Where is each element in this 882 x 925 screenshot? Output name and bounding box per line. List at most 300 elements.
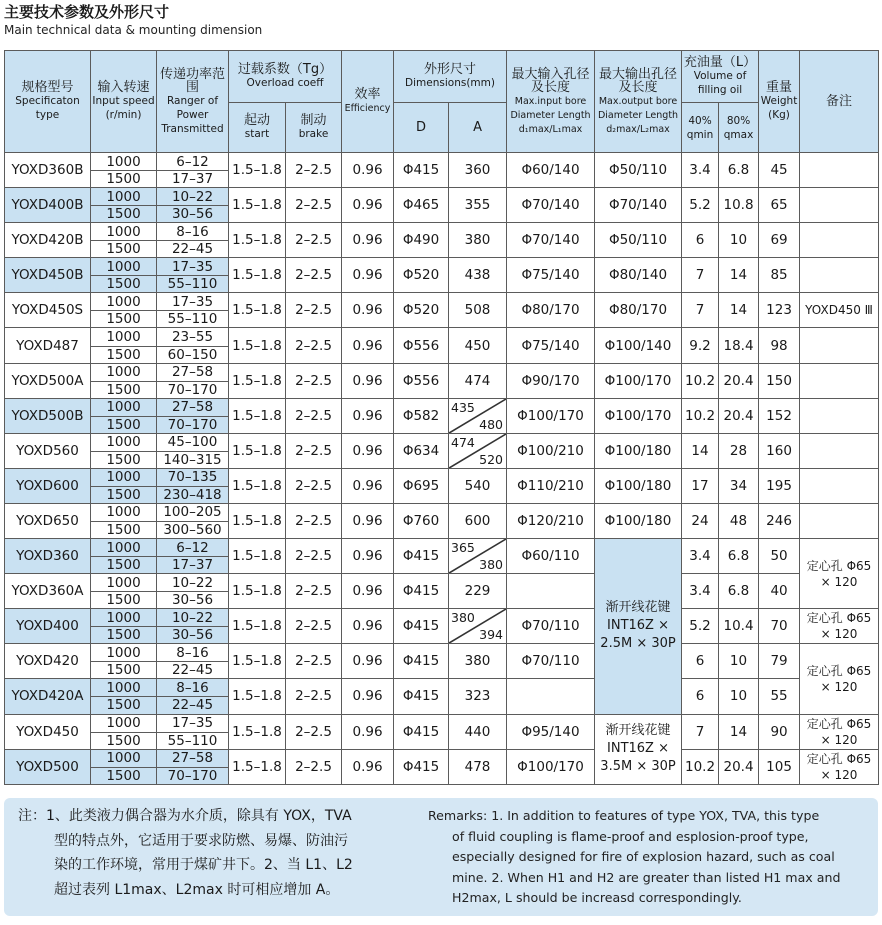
cell-dim-a: 540 bbox=[449, 468, 507, 503]
cell-dim-d: Φ415 bbox=[394, 749, 449, 784]
cell-note bbox=[800, 398, 879, 433]
cell-start: 1.5–1.8 bbox=[229, 363, 286, 398]
cell-oil-80: 6.8 bbox=[719, 574, 759, 609]
cell-oil-80: 6.8 bbox=[719, 153, 759, 188]
cell-speed-2: 1500 bbox=[91, 276, 157, 293]
cell-dim-d: Φ582 bbox=[394, 398, 449, 433]
cell-speed-2: 1500 bbox=[91, 451, 157, 468]
cell-oil-80: 10 bbox=[719, 679, 759, 714]
col-model: 规格型号 Specificaton type bbox=[5, 51, 91, 153]
dim-a-value-1: 474 bbox=[451, 434, 475, 450]
cell-efficiency: 0.96 bbox=[342, 293, 394, 328]
cell-power-1: 17–35 bbox=[157, 293, 229, 311]
cell-oil-40: 3.4 bbox=[682, 153, 719, 188]
cell-dim-a bbox=[449, 539, 507, 574]
cell-weight: 160 bbox=[759, 433, 800, 468]
cell-output-bore: Φ100/170 bbox=[595, 398, 682, 433]
col-overload: 过载系数（Tg） Overload coeff bbox=[229, 51, 342, 103]
cell-model: YOXD400B bbox=[5, 188, 91, 223]
cell-efficiency: 0.96 bbox=[342, 574, 394, 609]
dim-a-value-2: 394 bbox=[479, 627, 504, 643]
cell-model: YOXD560 bbox=[5, 433, 91, 468]
cell-speed-1: 1000 bbox=[91, 574, 157, 592]
cell-dim-d: Φ415 bbox=[394, 644, 449, 679]
cell-input-bore bbox=[507, 679, 595, 714]
cell-efficiency: 0.96 bbox=[342, 539, 394, 574]
cell-weight: 79 bbox=[759, 644, 800, 679]
cell-note bbox=[800, 328, 879, 363]
cell-weight: 85 bbox=[759, 258, 800, 293]
cell-dim-a: 450 bbox=[449, 328, 507, 363]
cell-model: YOXD420B bbox=[5, 223, 91, 258]
cell-power-1: 10–22 bbox=[157, 574, 229, 592]
cell-note: YOXD450 Ⅲ bbox=[800, 293, 879, 328]
cell-note bbox=[800, 258, 879, 293]
cell-dim-d: Φ415 bbox=[394, 609, 449, 644]
cell-oil-40: 10.2 bbox=[682, 749, 719, 784]
cell-start: 1.5–1.8 bbox=[229, 574, 286, 609]
cell-oil-80: 10.4 bbox=[719, 609, 759, 644]
cell-speed-2: 1500 bbox=[91, 416, 157, 433]
cell-start: 1.5–1.8 bbox=[229, 398, 286, 433]
cell-model: YOXD500B bbox=[5, 398, 91, 433]
col-power: 传递功率范围 Ranger of Power Transmitted bbox=[157, 51, 229, 153]
cell-brake: 2–2.5 bbox=[286, 293, 342, 328]
cell-oil-40: 10.2 bbox=[682, 398, 719, 433]
cell-weight: 150 bbox=[759, 363, 800, 398]
cell-speed-2: 1500 bbox=[91, 592, 157, 609]
col-note: 备注 bbox=[800, 51, 879, 153]
cell-oil-40: 5.2 bbox=[682, 188, 719, 223]
cell-dim-d: Φ490 bbox=[394, 223, 449, 258]
table-row bbox=[5, 293, 879, 311]
cell-start: 1.5–1.8 bbox=[229, 258, 286, 293]
col-speed: 输入转速 Input speed (r/min) bbox=[91, 51, 157, 153]
remarks-box bbox=[4, 798, 878, 916]
cell-oil-40: 14 bbox=[682, 433, 719, 468]
cell-speed-2: 1500 bbox=[91, 206, 157, 223]
cell-dim-a: 478 bbox=[449, 749, 507, 784]
cell-input-bore: Φ75/140 bbox=[507, 258, 595, 293]
cell-efficiency: 0.96 bbox=[342, 398, 394, 433]
remarks-en-line: of fluid coupling is flame-proof and esplosion-proof type, bbox=[452, 828, 809, 844]
cell-power-2: 55–110 bbox=[157, 732, 229, 749]
table-row bbox=[5, 188, 879, 206]
cell-weight: 40 bbox=[759, 574, 800, 609]
cell-model: YOXD450S bbox=[5, 293, 91, 328]
cell-dim-d: Φ415 bbox=[394, 539, 449, 574]
cell-oil-80: 20.4 bbox=[719, 398, 759, 433]
cell-oil-40: 6 bbox=[682, 223, 719, 258]
table-body bbox=[5, 153, 879, 785]
cell-dim-a bbox=[449, 433, 507, 468]
cell-brake: 2–2.5 bbox=[286, 644, 342, 679]
cell-speed-2: 1500 bbox=[91, 241, 157, 258]
cell-note bbox=[800, 363, 879, 398]
table-row bbox=[5, 153, 879, 171]
cell-model: YOXD500A bbox=[5, 363, 91, 398]
dim-a-value-1: 380 bbox=[451, 610, 475, 626]
cell-dim-d: Φ556 bbox=[394, 328, 449, 363]
cell-efficiency: 0.96 bbox=[342, 644, 394, 679]
cell-oil-80: 6.8 bbox=[719, 539, 759, 574]
cell-oil-80: 10.8 bbox=[719, 188, 759, 223]
cell-weight: 55 bbox=[759, 679, 800, 714]
cell-efficiency: 0.96 bbox=[342, 328, 394, 363]
cell-speed-1: 1000 bbox=[91, 223, 157, 241]
col-brake: 制动 brake bbox=[286, 103, 342, 153]
cell-power-1: 45–100 bbox=[157, 433, 229, 451]
table-row bbox=[5, 258, 879, 276]
dim-a-value-1: 365 bbox=[451, 540, 475, 556]
cell-spline-key: 渐开线花键 INT16Z × 2.5M × 30P bbox=[595, 539, 682, 714]
table-row bbox=[5, 223, 879, 241]
cell-note: 定心孔 Φ65 × 120 bbox=[800, 714, 879, 749]
cell-start: 1.5–1.8 bbox=[229, 609, 286, 644]
cell-power-2: 55–110 bbox=[157, 276, 229, 293]
cell-speed-2: 1500 bbox=[91, 171, 157, 188]
cell-note: 定心孔 Φ65 × 120 bbox=[800, 749, 879, 784]
cell-speed-1: 1000 bbox=[91, 398, 157, 416]
cell-dim-a bbox=[449, 609, 507, 644]
cell-brake: 2–2.5 bbox=[286, 714, 342, 749]
cell-start: 1.5–1.8 bbox=[229, 223, 286, 258]
cell-efficiency: 0.96 bbox=[342, 503, 394, 538]
cell-speed-2: 1500 bbox=[91, 521, 157, 538]
cell-power-2: 140–315 bbox=[157, 451, 229, 468]
table-row bbox=[5, 363, 879, 381]
col-oil-80: 80% qmax bbox=[719, 103, 759, 153]
cell-dim-a: 600 bbox=[449, 503, 507, 538]
cell-oil-40: 6 bbox=[682, 679, 719, 714]
cell-dim-a: 508 bbox=[449, 293, 507, 328]
cell-input-bore: Φ100/170 bbox=[507, 398, 595, 433]
cell-oil-80: 10 bbox=[719, 644, 759, 679]
remarks-cn-line: 型的特点外，它适用于要求防燃、易爆、防油污 bbox=[54, 832, 348, 849]
dim-a-value-2: 520 bbox=[479, 451, 504, 467]
cell-efficiency: 0.96 bbox=[342, 679, 394, 714]
cell-oil-40: 9.2 bbox=[682, 328, 719, 363]
cell-power-2: 22–45 bbox=[157, 241, 229, 258]
cell-input-bore: Φ100/210 bbox=[507, 433, 595, 468]
cell-power-2: 55–110 bbox=[157, 311, 229, 328]
cell-power-1: 8–16 bbox=[157, 679, 229, 697]
cell-start: 1.5–1.8 bbox=[229, 433, 286, 468]
table-row bbox=[5, 679, 879, 697]
cell-model: YOXD487 bbox=[5, 328, 91, 363]
cell-dim-d: Φ415 bbox=[394, 714, 449, 749]
cell-speed-1: 1000 bbox=[91, 153, 157, 171]
cell-output-bore: Φ100/180 bbox=[595, 503, 682, 538]
cell-dim-a: 474 bbox=[449, 363, 507, 398]
cell-speed-1: 1000 bbox=[91, 609, 157, 627]
cell-efficiency: 0.96 bbox=[342, 609, 394, 644]
cell-speed-2: 1500 bbox=[91, 557, 157, 574]
cell-efficiency: 0.96 bbox=[342, 153, 394, 188]
cell-efficiency: 0.96 bbox=[342, 223, 394, 258]
cell-start: 1.5–1.8 bbox=[229, 714, 286, 749]
table-row bbox=[5, 328, 879, 346]
page-header bbox=[4, 2, 262, 38]
cell-start: 1.5–1.8 bbox=[229, 749, 286, 784]
cell-input-bore: Φ70/110 bbox=[507, 609, 595, 644]
cell-oil-40: 6 bbox=[682, 644, 719, 679]
cell-model: YOXD420A bbox=[5, 679, 91, 714]
col-weight: 重量 Weight (Kg) bbox=[759, 51, 800, 153]
cell-brake: 2–2.5 bbox=[286, 363, 342, 398]
table-row bbox=[5, 539, 879, 557]
cell-power-1: 27–58 bbox=[157, 398, 229, 416]
cell-dim-d: Φ520 bbox=[394, 258, 449, 293]
cell-start: 1.5–1.8 bbox=[229, 153, 286, 188]
remarks-en-line: Remarks: 1. In addition to features of type YOX, TVA, this type bbox=[428, 808, 820, 823]
spec-table bbox=[4, 50, 879, 785]
table-row bbox=[5, 609, 879, 627]
cell-model: YOXD600 bbox=[5, 468, 91, 503]
cell-oil-40: 3.4 bbox=[682, 574, 719, 609]
cell-start: 1.5–1.8 bbox=[229, 188, 286, 223]
cell-oil-40: 10.2 bbox=[682, 363, 719, 398]
cell-power-1: 8–16 bbox=[157, 223, 229, 241]
cell-speed-1: 1000 bbox=[91, 749, 157, 767]
cell-speed-2: 1500 bbox=[91, 697, 157, 714]
page-title-cn: 主要技术参数及外形尺寸 bbox=[4, 3, 170, 21]
cell-power-2: 30–56 bbox=[157, 206, 229, 223]
cell-oil-80: 48 bbox=[719, 503, 759, 538]
cell-speed-1: 1000 bbox=[91, 293, 157, 311]
table-row bbox=[5, 644, 879, 662]
cell-dim-a: 440 bbox=[449, 714, 507, 749]
cell-dim-a: 360 bbox=[449, 153, 507, 188]
cell-output-bore: Φ100/170 bbox=[595, 363, 682, 398]
table-row bbox=[5, 503, 879, 521]
cell-brake: 2–2.5 bbox=[286, 468, 342, 503]
col-input-bore: 最大输入孔径及长度 Max.input bore Diameter Length d₁max/L₁max bbox=[507, 51, 595, 153]
cell-input-bore: Φ95/140 bbox=[507, 714, 595, 749]
cell-power-1: 27–58 bbox=[157, 749, 229, 767]
cell-start: 1.5–1.8 bbox=[229, 468, 286, 503]
cell-brake: 2–2.5 bbox=[286, 153, 342, 188]
cell-output-bore: Φ100/180 bbox=[595, 433, 682, 468]
cell-output-bore: Φ50/110 bbox=[595, 153, 682, 188]
cell-oil-80: 20.4 bbox=[719, 363, 759, 398]
cell-note bbox=[800, 188, 879, 223]
cell-model: YOXD360 bbox=[5, 539, 91, 574]
cell-weight: 98 bbox=[759, 328, 800, 363]
cell-model: YOXD650 bbox=[5, 503, 91, 538]
cell-oil-40: 5.2 bbox=[682, 609, 719, 644]
cell-weight: 50 bbox=[759, 539, 800, 574]
cell-power-2: 22–45 bbox=[157, 662, 229, 679]
cell-input-bore: Φ60/110 bbox=[507, 539, 595, 574]
cell-weight: 90 bbox=[759, 714, 800, 749]
cell-weight: 195 bbox=[759, 468, 800, 503]
cell-speed-2: 1500 bbox=[91, 486, 157, 503]
cell-efficiency: 0.96 bbox=[342, 749, 394, 784]
cell-speed-2: 1500 bbox=[91, 346, 157, 363]
cell-weight: 45 bbox=[759, 153, 800, 188]
cell-output-bore: Φ50/110 bbox=[595, 223, 682, 258]
cell-power-2: 300–560 bbox=[157, 521, 229, 538]
cell-efficiency: 0.96 bbox=[342, 363, 394, 398]
cell-power-2: 17–37 bbox=[157, 171, 229, 188]
cell-dim-a: 323 bbox=[449, 679, 507, 714]
cell-power-1: 17–35 bbox=[157, 714, 229, 732]
cell-dim-d: Φ415 bbox=[394, 153, 449, 188]
cell-power-2: 17–37 bbox=[157, 557, 229, 574]
cell-model: YOXD450 bbox=[5, 714, 91, 749]
cell-dim-d: Φ556 bbox=[394, 363, 449, 398]
table-row bbox=[5, 714, 879, 732]
cell-speed-1: 1000 bbox=[91, 328, 157, 346]
cell-weight: 246 bbox=[759, 503, 800, 538]
cell-power-1: 23–55 bbox=[157, 328, 229, 346]
cell-oil-40: 3.4 bbox=[682, 539, 719, 574]
cell-output-bore: Φ80/170 bbox=[595, 293, 682, 328]
cell-oil-80: 28 bbox=[719, 433, 759, 468]
cell-dim-d: Φ760 bbox=[394, 503, 449, 538]
cell-output-bore: Φ70/140 bbox=[595, 188, 682, 223]
dim-a-value-2: 480 bbox=[479, 416, 504, 432]
cell-power-2: 70–170 bbox=[157, 416, 229, 433]
col-dim-d: D bbox=[394, 103, 449, 153]
remarks-cn-line: 注：1、此类液力偶合器为水介质，除具有 YOX，TVA bbox=[18, 808, 352, 824]
dim-a-value-1: 435 bbox=[451, 399, 475, 415]
col-start: 起动 start bbox=[229, 103, 286, 153]
remarks-cn bbox=[18, 804, 410, 902]
cell-power-2: 22–45 bbox=[157, 697, 229, 714]
remarks-en-line: H2max, L should be increasd correspondingly. bbox=[452, 890, 742, 905]
table-row bbox=[5, 749, 879, 767]
cell-speed-1: 1000 bbox=[91, 468, 157, 486]
cell-power-2: 30–56 bbox=[157, 592, 229, 609]
cell-dim-d: Φ634 bbox=[394, 433, 449, 468]
cell-dim-a: 355 bbox=[449, 188, 507, 223]
cell-speed-2: 1500 bbox=[91, 627, 157, 644]
cell-input-bore: Φ70/140 bbox=[507, 223, 595, 258]
cell-weight: 65 bbox=[759, 188, 800, 223]
table-row bbox=[5, 468, 879, 486]
cell-brake: 2–2.5 bbox=[286, 188, 342, 223]
cell-note: 定心孔 Φ65 × 120 bbox=[800, 644, 879, 714]
cell-dim-a: 229 bbox=[449, 574, 507, 609]
cell-power-1: 6–12 bbox=[157, 539, 229, 557]
col-efficiency: 效率 Efficiency bbox=[342, 51, 394, 153]
cell-oil-80: 18.4 bbox=[719, 328, 759, 363]
col-output-bore: 最大输出孔径及长度 Max.output bore Diameter Length d₂max/L₂max bbox=[595, 51, 682, 153]
cell-weight: 70 bbox=[759, 609, 800, 644]
cell-note bbox=[800, 503, 879, 538]
cell-speed-1: 1000 bbox=[91, 679, 157, 697]
cell-input-bore: Φ100/170 bbox=[507, 749, 595, 784]
cell-input-bore: Φ75/140 bbox=[507, 328, 595, 363]
cell-brake: 2–2.5 bbox=[286, 433, 342, 468]
cell-brake: 2–2.5 bbox=[286, 574, 342, 609]
table-row bbox=[5, 574, 879, 592]
cell-power-1: 17–35 bbox=[157, 258, 229, 276]
cell-brake: 2–2.5 bbox=[286, 258, 342, 293]
remarks-en-line: especially designed for fire of explosion hazard, such as coal bbox=[452, 849, 835, 864]
cell-speed-2: 1500 bbox=[91, 732, 157, 749]
cell-oil-80: 10 bbox=[719, 223, 759, 258]
col-oil: 充油量（L） Volume of filling oil bbox=[682, 51, 759, 103]
page-title-en: Main technical data & mounting dimension bbox=[4, 23, 263, 37]
cell-spline-key: 渐开线花键 INT16Z × 3.5M × 30P bbox=[595, 714, 682, 785]
cell-model: YOXD450B bbox=[5, 258, 91, 293]
cell-speed-2: 1500 bbox=[91, 311, 157, 328]
cell-start: 1.5–1.8 bbox=[229, 503, 286, 538]
cell-output-bore: Φ100/140 bbox=[595, 328, 682, 363]
cell-dim-d: Φ695 bbox=[394, 468, 449, 503]
remarks-en-line: mine. 2. When H1 and H2 are greater than listed H1 max and bbox=[452, 869, 841, 885]
cell-dim-d: Φ415 bbox=[394, 679, 449, 714]
cell-start: 1.5–1.8 bbox=[229, 644, 286, 679]
cell-power-1: 100–205 bbox=[157, 503, 229, 521]
cell-efficiency: 0.96 bbox=[342, 433, 394, 468]
cell-power-2: 70–170 bbox=[157, 767, 229, 784]
cell-dim-d: Φ415 bbox=[394, 574, 449, 609]
cell-weight: 69 bbox=[759, 223, 800, 258]
cell-dim-a: 380 bbox=[449, 223, 507, 258]
remarks-en bbox=[428, 806, 874, 909]
cell-efficiency: 0.96 bbox=[342, 258, 394, 293]
cell-speed-1: 1000 bbox=[91, 258, 157, 276]
cell-brake: 2–2.5 bbox=[286, 328, 342, 363]
cell-speed-1: 1000 bbox=[91, 363, 157, 381]
cell-start: 1.5–1.8 bbox=[229, 293, 286, 328]
cell-power-1: 70–135 bbox=[157, 468, 229, 486]
cell-weight: 123 bbox=[759, 293, 800, 328]
cell-start: 1.5–1.8 bbox=[229, 328, 286, 363]
cell-note bbox=[800, 433, 879, 468]
col-dim-a: A bbox=[449, 103, 507, 153]
cell-dim-d: Φ465 bbox=[394, 188, 449, 223]
cell-power-1: 10–22 bbox=[157, 188, 229, 206]
cell-speed-1: 1000 bbox=[91, 503, 157, 521]
cell-brake: 2–2.5 bbox=[286, 223, 342, 258]
cell-input-bore: Φ90/170 bbox=[507, 363, 595, 398]
table-row bbox=[5, 433, 879, 451]
cell-input-bore: Φ110/210 bbox=[507, 468, 595, 503]
cell-oil-40: 7 bbox=[682, 714, 719, 749]
cell-speed-1: 1000 bbox=[91, 188, 157, 206]
cell-speed-1: 1000 bbox=[91, 539, 157, 557]
cell-efficiency: 0.96 bbox=[342, 188, 394, 223]
cell-oil-80: 20.4 bbox=[719, 749, 759, 784]
cell-dim-a: 438 bbox=[449, 258, 507, 293]
cell-power-1: 8–16 bbox=[157, 644, 229, 662]
col-dimensions: 外形尺寸 Dimensions(mm) bbox=[394, 51, 507, 103]
cell-model: YOXD500 bbox=[5, 749, 91, 784]
cell-efficiency: 0.96 bbox=[342, 468, 394, 503]
cell-oil-40: 24 bbox=[682, 503, 719, 538]
cell-weight: 105 bbox=[759, 749, 800, 784]
dim-a-value-2: 380 bbox=[479, 557, 504, 573]
cell-oil-40: 7 bbox=[682, 258, 719, 293]
cell-brake: 2–2.5 bbox=[286, 539, 342, 574]
cell-speed-1: 1000 bbox=[91, 433, 157, 451]
cell-start: 1.5–1.8 bbox=[229, 679, 286, 714]
cell-model: YOXD360A bbox=[5, 574, 91, 609]
cell-input-bore: Φ80/170 bbox=[507, 293, 595, 328]
cell-dim-a: 380 bbox=[449, 644, 507, 679]
cell-brake: 2–2.5 bbox=[286, 503, 342, 538]
cell-brake: 2–2.5 bbox=[286, 398, 342, 433]
cell-note: 定心孔 Φ65 × 120 bbox=[800, 539, 879, 609]
cell-oil-40: 7 bbox=[682, 293, 719, 328]
cell-power-2: 30–56 bbox=[157, 627, 229, 644]
cell-oil-40: 17 bbox=[682, 468, 719, 503]
